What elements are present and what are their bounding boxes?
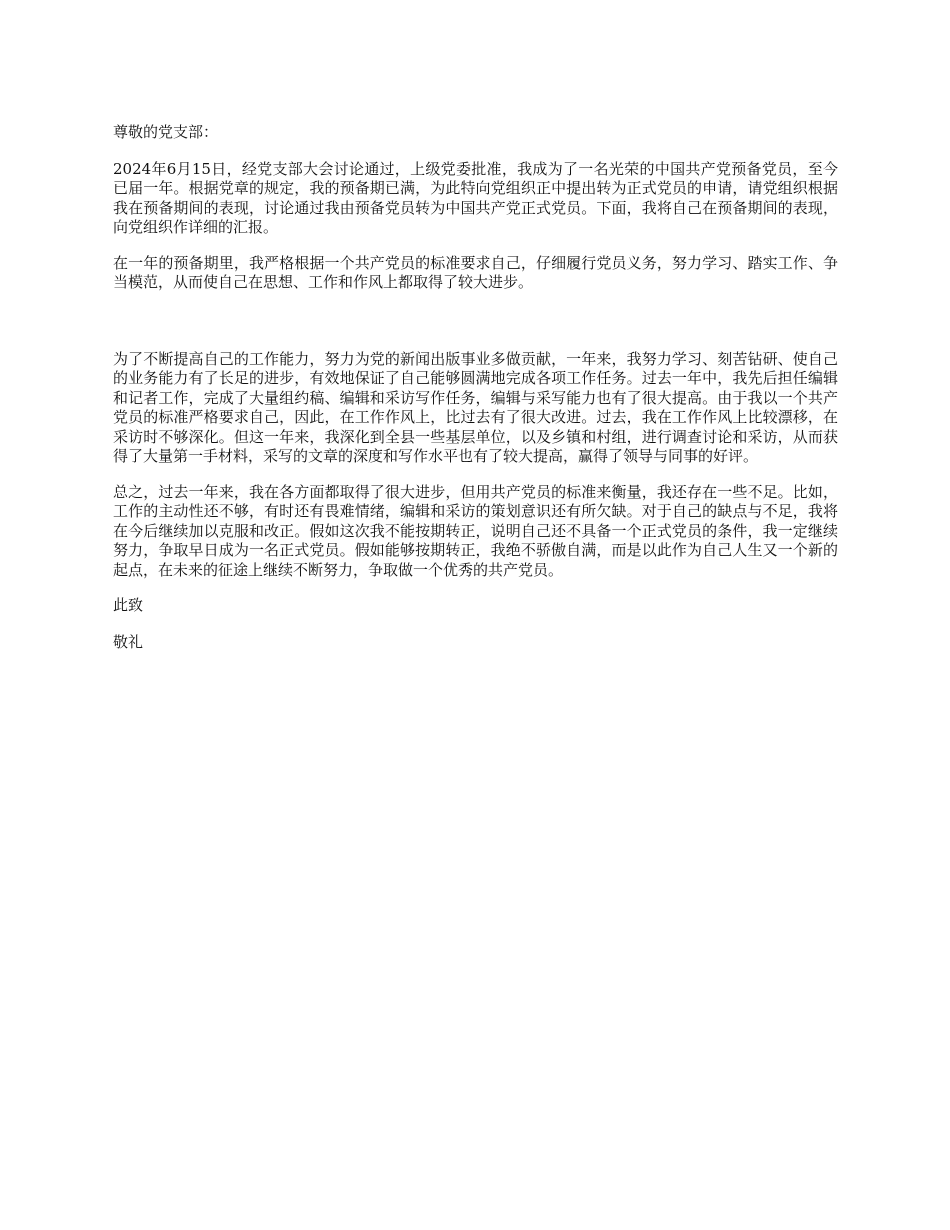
salutation: 尊敬的党支部： xyxy=(113,123,219,141)
paragraph-intro: 2024年6月15日，经党支部大会讨论通过，上级党委批准，我成为了一名光荣的中国共产党预备党员，至今已届一年。根据党章的规定，我的预备期已满，为此特向党组织正中提出转为正式党员的申请，请党组织根据我在预备期间的表现，讨论通过我由预备党员转为中国共产党正式党员。下面，我将自己在预备期间的表现，向党组织作详细的汇报。 xyxy=(113,159,838,236)
paragraph-summary: 在一年的预备期里，我严格根据一个共产党员的标准要求自己，仔细履行党员义务，努力学习、踏实工作、争当模范，从而使自己在思想、工作和作风上都取得了较大进步。 xyxy=(113,253,838,291)
paragraph-conclusion: 总之，过去一年来，我在各方面都取得了很大进步，但用共产党员的标准来衡量，我还存在一些不足。比如，工作的主动性还不够，有时还有畏难情绪，编辑和采访的策划意识还有所欠缺。对于自己的缺点与不足，我将在今后继续加以克服和改正。假如这次我不能按期转正，说明自己还不具备一个正式党员的条件，我一定继续努力，争取早日成为一名正式党员。假如能够按期转正，我绝不骄傲自满，而是以此作为自己人生又一个新的起点，在未来的征途上继续不断努力，争取做一个优秀的共产党员。 xyxy=(113,482,838,579)
letter-body xyxy=(113,123,838,652)
closing-cizhi: 此致 xyxy=(113,596,144,614)
paragraph-work: 为了不断提高自己的工作能力，努力为党的新闻出版事业多做贡献，一年来，我努力学习、刻苦钻研、使自己的业务能力有了长足的进步，有效地保证了自己能够圆满地完成各项工作任务。过去一年中，我先后担任编辑和记者工作，完成了大量组约稿、编辑和采访写作任务，编辑与采写能力也有了很大提高。由于我以一个共产党员的标准严格要求自己，因此，在工作作风上，比过去有了很大改进。过去，我在工作作风上比较漂移，在采访时不够深化。但这一年来，我深化到全县一些基层单位，以及乡镇和村组，进行调查讨论和采访，从而获得了大量第一手材料，采写的文章的深度和写作水平也有了较大提高，赢得了领导与同事的好评。 xyxy=(113,349,838,465)
closing-jingli: 敬礼 xyxy=(113,632,144,651)
